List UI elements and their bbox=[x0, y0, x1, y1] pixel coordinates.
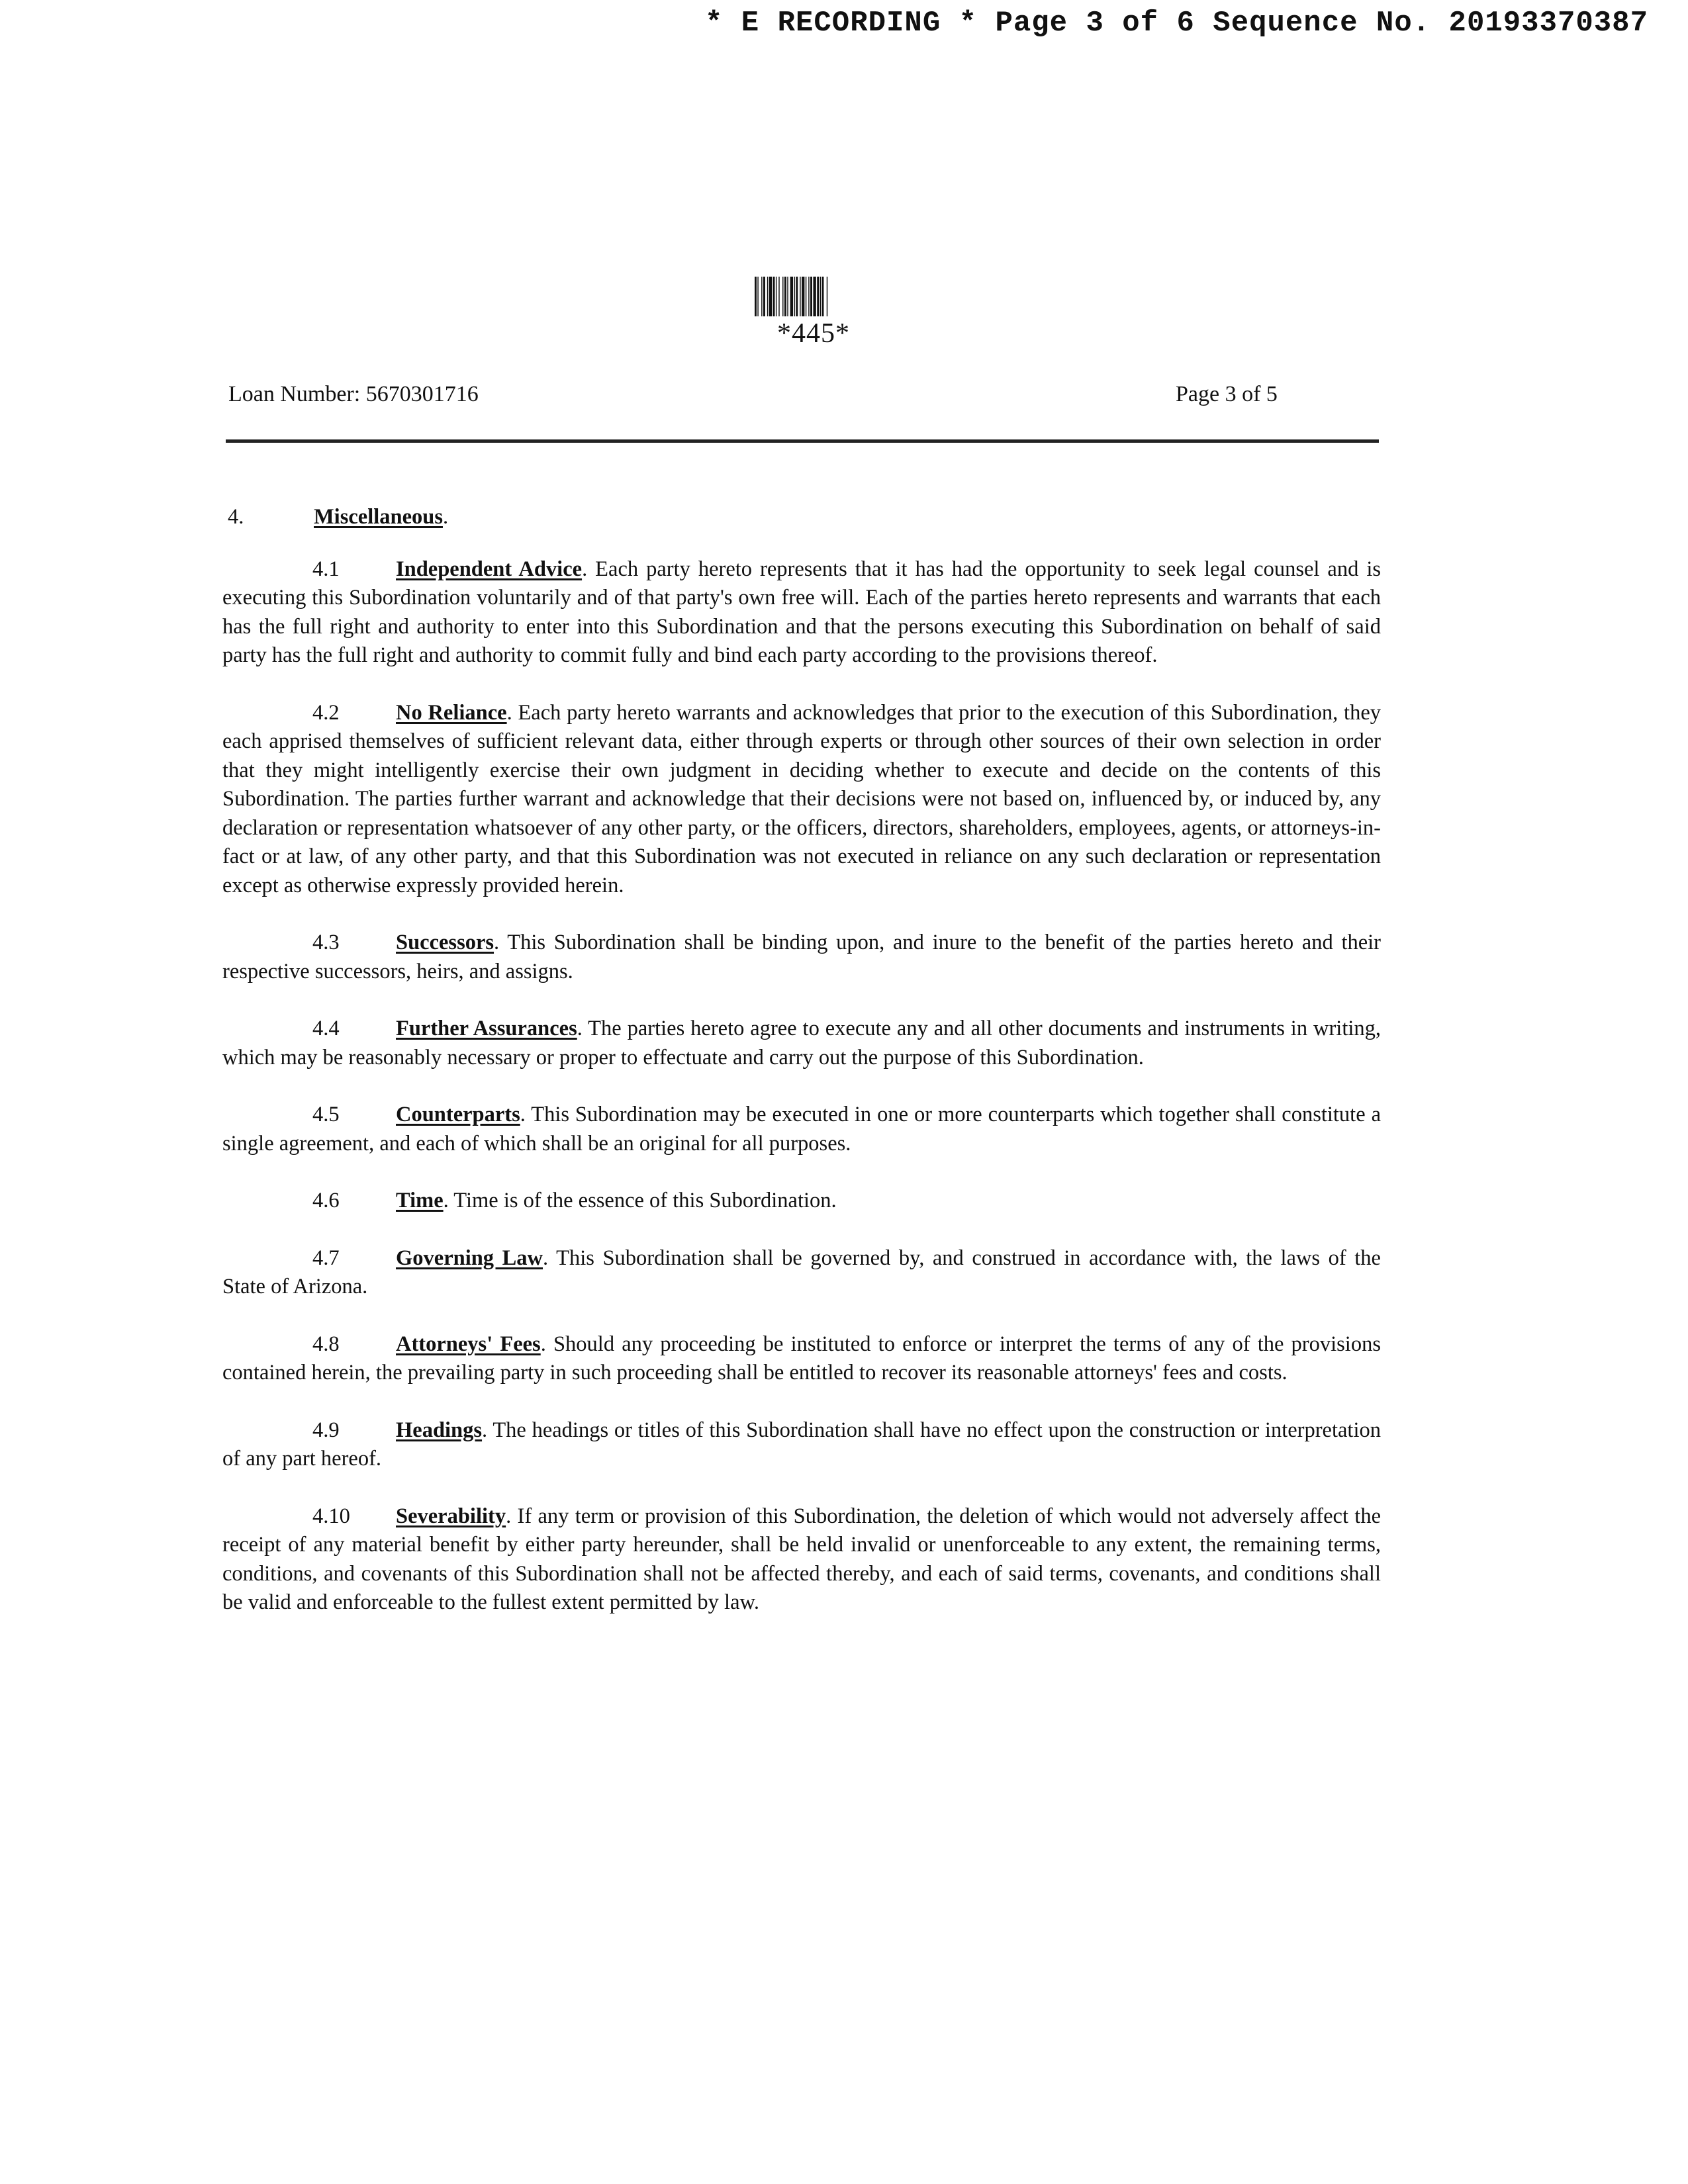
clause-number: 4.6 bbox=[312, 1189, 340, 1212]
clause-paragraph bbox=[222, 1416, 1381, 1474]
clause-paragraph bbox=[222, 929, 1381, 986]
clause-paragraph bbox=[222, 1502, 1381, 1617]
clause-number: 4.5 bbox=[312, 1103, 340, 1126]
clause-number: 4.7 bbox=[312, 1246, 340, 1270]
clause-paragraph bbox=[222, 1101, 1381, 1158]
clause-title: Governing Law bbox=[396, 1246, 543, 1270]
clause-text: . This Subordination may be executed in one or more counterparts which together shall constitute a single agreement, and each of which shall be an original for all purposes. bbox=[222, 1103, 1381, 1156]
clause-text: . If any term or provision of this Subordination, the deletion of which would not adversely affect the receipt of any material benefit by either party hereunder, shall be held invalid or unenforceable to any extent, the remaining terms, conditions, and covenants of this Subordination shall not be affected thereby, and each of said terms, covenants, and conditions shall be valid and enforceable to the fullest extent permitted by law. bbox=[222, 1504, 1381, 1614]
clause-title: Further Assurances bbox=[396, 1017, 577, 1040]
clause-title: Severability bbox=[396, 1504, 506, 1528]
clause-list bbox=[222, 555, 1381, 1617]
clause-paragraph bbox=[222, 1330, 1381, 1388]
document-body bbox=[222, 503, 1381, 1646]
section-heading bbox=[228, 503, 1381, 532]
section-title: Miscellaneous bbox=[314, 505, 443, 529]
clause-title: Independent Advice bbox=[396, 557, 583, 581]
clause-paragraph bbox=[222, 1187, 1381, 1216]
clause-number: 4.1 bbox=[312, 557, 340, 581]
clause-paragraph bbox=[222, 699, 1381, 901]
recording-header: * E RECORDING * Page 3 of 6 Sequence No. 20193370387 bbox=[704, 7, 1648, 40]
clause-number: 4.3 bbox=[312, 931, 340, 954]
clause-title: No Reliance bbox=[396, 700, 507, 725]
section-number: 4. bbox=[228, 505, 244, 529]
clause-text: . The parties hereto agree to execute any and all other documents and instruments in writing, which may be reasonably necessary or proper to effectuate and carry out the purpose of this Subordination. bbox=[222, 1017, 1382, 1069]
clause-number: 4.10 bbox=[312, 1504, 350, 1528]
clause-text: . Each party hereto warrants and acknowledges that prior to the execution of this Subordination, they each apprised themselves of sufficient relevant data, either through experts or through other sources of their own selection in order that they might intelligently exercise their own judgment in deciding whether to execute and decide on the contents of this Subordination. The parties further warrant and acknowledge that their decisions were not based on, influenced by, or induced by, any declaration or representation whatsoever of any other party, or the officers, directors, shareholders, employees, agents, or attorneys-in-fact or at law, of any other party, and that this Subordination was not executed in reliance on any such declaration or representation except as otherwise expressly provided herein. bbox=[222, 700, 1381, 897]
clause-number: 4.2 bbox=[312, 700, 340, 725]
clause-title: Counterparts bbox=[396, 1103, 520, 1126]
clause-text: . Should any proceeding be instituted to enforce or interpret the terms of any of the provisions contained herein, the prevailing party in such proceeding shall be entitled to recover its reasonable attorneys' fees and costs. bbox=[222, 1332, 1381, 1385]
clause-text: . Each party hereto represents that it has had the opportunity to seek legal counsel and is executing this Subordination voluntarily and of that party's own free will. Each of the parties hereto represents and warrants that each has the full right and authority to enter into this Subordination and that the persons executing this Subordination on behalf of said party has the full right and authority to commit fully and bind each party according to the provisions thereof. bbox=[222, 557, 1382, 667]
clause-paragraph bbox=[222, 555, 1381, 670]
header-divider bbox=[226, 439, 1379, 443]
clause-text: . This Subordination shall be binding upon, and inure to the benefit of the parties hereto and their respective successors, heirs, and assigns. bbox=[222, 931, 1381, 983]
clause-number: 4.9 bbox=[312, 1418, 340, 1442]
clause-number: 4.8 bbox=[312, 1332, 340, 1356]
section-title-period: . bbox=[442, 505, 449, 529]
clause-text: . Time is of the essence of this Subordination. bbox=[443, 1189, 837, 1212]
clause-title: Time bbox=[396, 1189, 444, 1212]
clause-number: 4.4 bbox=[312, 1017, 340, 1040]
loan-number: Loan Number: 5670301716 bbox=[228, 382, 479, 406]
clause-title: Attorneys' Fees bbox=[396, 1332, 541, 1356]
clause-paragraph bbox=[222, 1015, 1381, 1072]
clause-paragraph bbox=[222, 1244, 1381, 1302]
clause-text: . This Subordination shall be governed by, and construed in accordance with, the laws of the State of Arizona. bbox=[222, 1246, 1381, 1298]
barcode-block bbox=[755, 277, 872, 349]
clause-title: Successors bbox=[396, 931, 494, 954]
barcode-number: *445* bbox=[777, 318, 850, 349]
barcode-icon bbox=[755, 277, 872, 316]
clause-text: . The headings or titles of this Subordination shall have no effect upon the construction or interpretation of any part hereof. bbox=[222, 1418, 1381, 1471]
clause-title: Headings bbox=[396, 1418, 483, 1442]
page-indicator: Page 3 of 5 bbox=[1176, 382, 1278, 406]
